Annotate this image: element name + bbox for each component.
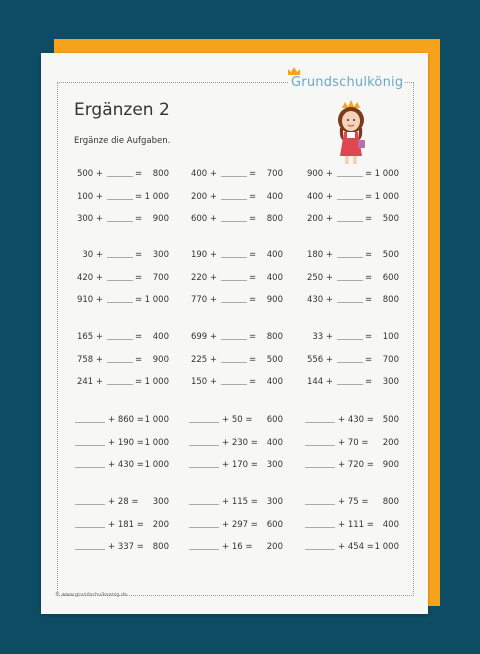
sum-text: 400 (266, 191, 283, 202)
answer-blank[interactable] (337, 295, 363, 303)
equation-row (183, 192, 287, 204)
equals-sign: = (249, 169, 257, 179)
answer-blank[interactable] (75, 520, 105, 528)
addend-text: + 115 = (222, 497, 258, 507)
addend-text: + 430 = (108, 460, 144, 470)
answer-blank[interactable] (337, 192, 363, 200)
equals-sign: = (249, 250, 257, 260)
equation-row (299, 355, 403, 367)
answer-blank[interactable] (221, 169, 247, 177)
sum-text: 500 (382, 214, 399, 224)
equals-sign: = (249, 295, 257, 305)
addend-text: + 50 = (222, 415, 253, 425)
equation-row (69, 497, 173, 509)
sum-text: 300 (152, 497, 169, 507)
equals-sign: = (135, 214, 143, 224)
sum-text: 1 000 (374, 169, 399, 179)
equals-sign: = (135, 295, 143, 305)
equation-row (299, 377, 403, 389)
addend-text: 33 + (312, 332, 333, 342)
equation-row (183, 377, 287, 389)
answer-blank[interactable] (189, 460, 219, 468)
sum-text: 500 (266, 354, 283, 365)
equals-sign: = (365, 377, 373, 387)
sum-text: 700 (266, 169, 283, 179)
addend-text: 200 + (190, 191, 217, 202)
sum-text: 200 (382, 437, 399, 448)
sum-text: 600 (266, 519, 283, 530)
sum-text: 600 (266, 415, 283, 425)
addend-text: 600 + (190, 214, 217, 224)
addend-text: 430 + (306, 295, 333, 305)
equals-sign: = (135, 354, 143, 365)
equation-row (69, 214, 173, 226)
equation-row (69, 520, 173, 532)
instruction-text: Ergänze die Aufgaben. (74, 136, 171, 146)
sum-text: 900 (152, 354, 169, 365)
addend-text: 500 + (76, 169, 103, 179)
answer-blank[interactable] (107, 250, 133, 258)
equation-row (69, 295, 173, 307)
equation-row (69, 169, 173, 181)
equation-row (183, 355, 287, 367)
addend-text: 190 + (190, 250, 217, 260)
equation-row (183, 273, 287, 285)
answer-blank[interactable] (305, 542, 335, 550)
equation-row (69, 332, 173, 344)
addend-text: + 297 = (222, 519, 258, 530)
addend-text: + 75 = (338, 497, 369, 507)
equation-row (183, 520, 287, 532)
answer-blank[interactable] (107, 192, 133, 200)
addend-text: 400 + (306, 191, 333, 202)
answer-blank[interactable] (221, 214, 247, 222)
sum-text: 500 (382, 415, 399, 425)
sum-text: 800 (152, 542, 169, 552)
equation-row (183, 250, 287, 262)
sum-text: 800 (382, 295, 399, 305)
sum-text: 900 (382, 460, 399, 470)
equals-sign: = (135, 250, 143, 260)
equation-row (69, 377, 173, 389)
sum-text: 1 000 (144, 460, 169, 470)
answer-blank[interactable] (189, 520, 219, 528)
addend-text: 300 + (76, 214, 103, 224)
answer-blank[interactable] (305, 415, 335, 423)
addend-text: + 111 = (338, 519, 374, 530)
addend-text: 770 + (190, 295, 217, 305)
princess-illustration (331, 98, 371, 168)
equals-sign: = (135, 191, 143, 202)
equation-row (183, 332, 287, 344)
answer-blank[interactable] (221, 332, 247, 340)
equation-row (69, 542, 173, 554)
answer-blank[interactable] (337, 355, 363, 363)
answer-blank[interactable] (221, 377, 247, 385)
equals-sign: = (135, 169, 143, 179)
answer-blank[interactable] (107, 214, 133, 222)
equation-row (299, 542, 403, 554)
sum-text: 500 (382, 250, 399, 260)
equals-sign: = (365, 169, 373, 179)
equation-row (299, 332, 403, 344)
addend-text: 420 + (76, 272, 103, 283)
sum-text: 900 (266, 295, 283, 305)
sum-text: 1 000 (144, 295, 169, 305)
equation-row (299, 295, 403, 307)
equation-row (183, 169, 287, 181)
equals-sign: = (135, 377, 143, 387)
brand-logo-text: Grundschulkönig (291, 75, 404, 90)
answer-blank[interactable] (189, 415, 219, 423)
answer-blank[interactable] (75, 497, 105, 505)
sum-text: 400 (266, 250, 283, 260)
equals-sign: = (135, 272, 143, 283)
worksheet (41, 53, 428, 614)
equals-sign: = (135, 332, 143, 342)
answer-blank[interactable] (75, 460, 105, 468)
equation-row (299, 273, 403, 285)
equation-row (299, 520, 403, 532)
answer-blank[interactable] (305, 520, 335, 528)
answer-blank[interactable] (107, 295, 133, 303)
answer-blank[interactable] (189, 497, 219, 505)
footer-copyright: © www.grundschulkoenig.de (55, 592, 128, 598)
equation-row (183, 460, 287, 472)
sum-text: 300 (382, 377, 399, 387)
answer-blank[interactable] (337, 332, 363, 340)
addend-text: + 337 = (108, 542, 144, 552)
sum-text: 1 000 (144, 437, 169, 448)
sum-text: 600 (382, 272, 399, 283)
sum-text: 400 (382, 519, 399, 530)
equation-row (69, 415, 173, 427)
equation-row (299, 438, 403, 450)
equation-row (299, 169, 403, 181)
answer-blank[interactable] (305, 438, 335, 446)
sum-text: 300 (152, 250, 169, 260)
addend-text: + 181 = (108, 519, 144, 530)
addend-text: 225 + (190, 354, 217, 365)
sum-text: 200 (266, 542, 283, 552)
equals-sign: = (365, 250, 373, 260)
addend-text: + 454 = (338, 542, 374, 552)
addend-text: 556 + (306, 354, 333, 365)
equals-sign: = (249, 272, 257, 283)
equation-row (299, 192, 403, 204)
equation-row (299, 415, 403, 427)
answer-blank[interactable] (107, 355, 133, 363)
addend-text: 165 + (76, 332, 103, 342)
answer-blank[interactable] (221, 273, 247, 281)
answer-blank[interactable] (221, 250, 247, 258)
addend-text: 241 + (76, 377, 103, 387)
addend-text: 699 + (190, 332, 217, 342)
equation-row (183, 542, 287, 554)
addend-text: 250 + (306, 272, 333, 283)
answer-blank[interactable] (221, 355, 247, 363)
equals-sign: = (249, 332, 257, 342)
equation-row (69, 250, 173, 262)
addend-text: 758 + (76, 354, 103, 365)
equals-sign: = (249, 214, 257, 224)
answer-blank[interactable] (107, 273, 133, 281)
sum-text: 400 (266, 272, 283, 283)
sum-text: 1 000 (144, 377, 169, 387)
answer-blank[interactable] (337, 169, 363, 177)
equals-sign: = (365, 214, 373, 224)
equation-row (183, 415, 287, 427)
addend-text: + 70 = (338, 437, 369, 448)
addend-text: + 16 = (222, 542, 253, 552)
page-title: Ergänzen 2 (74, 100, 170, 120)
sum-text: 300 (266, 497, 283, 507)
addend-text: + 190 = (108, 437, 144, 448)
equation-row (69, 273, 173, 285)
equation-row (183, 497, 287, 509)
addend-text: 220 + (190, 272, 217, 283)
sum-text: 700 (152, 272, 169, 283)
sum-text: 800 (382, 497, 399, 507)
addend-text: 400 + (190, 169, 217, 179)
answer-blank[interactable] (337, 273, 363, 281)
addend-text: 900 + (306, 169, 333, 179)
addend-text: 30 + (82, 250, 103, 260)
sum-text: 400 (266, 437, 283, 448)
equation-row (69, 192, 173, 204)
equation-row (299, 497, 403, 509)
equals-sign: = (365, 191, 373, 202)
sum-text: 400 (266, 377, 283, 387)
equation-row (299, 250, 403, 262)
sum-text: 1 000 (144, 191, 169, 202)
addend-text: 200 + (306, 214, 333, 224)
answer-blank[interactable] (189, 542, 219, 550)
answer-blank[interactable] (221, 295, 247, 303)
sum-text: 700 (382, 354, 399, 365)
equation-row (299, 214, 403, 226)
sum-text: 1 000 (144, 415, 169, 425)
answer-blank[interactable] (337, 214, 363, 222)
addend-text: 150 + (190, 377, 217, 387)
sum-text: 900 (152, 214, 169, 224)
sum-text: 800 (266, 214, 283, 224)
equation-row (299, 460, 403, 472)
answer-blank[interactable] (75, 438, 105, 446)
sum-text: 1 000 (374, 191, 399, 202)
answer-blank[interactable] (107, 377, 133, 385)
answer-blank[interactable] (75, 542, 105, 550)
equals-sign: = (249, 354, 257, 365)
addend-text: + 860 = (108, 415, 144, 425)
equals-sign: = (249, 191, 257, 202)
sum-text: 100 (382, 332, 399, 342)
equals-sign: = (365, 272, 373, 283)
equals-sign: = (365, 354, 373, 365)
addend-text: 910 + (76, 295, 103, 305)
answer-blank[interactable] (107, 332, 133, 340)
equation-row (69, 460, 173, 472)
addend-text: 144 + (306, 377, 333, 387)
addend-text: + 230 = (222, 437, 258, 448)
sum-text: 800 (152, 169, 169, 179)
equation-row (69, 355, 173, 367)
answer-blank[interactable] (189, 438, 219, 446)
answer-blank[interactable] (221, 192, 247, 200)
sum-text: 800 (266, 332, 283, 342)
addend-text: + 430 = (338, 415, 374, 425)
answer-blank[interactable] (337, 250, 363, 258)
equation-row (183, 295, 287, 307)
equals-sign: = (365, 332, 373, 342)
equation-row (183, 214, 287, 226)
addend-text: 100 + (76, 191, 103, 202)
addend-text: 180 + (306, 250, 333, 260)
answer-blank[interactable] (107, 169, 133, 177)
addend-text: + 720 = (338, 460, 374, 470)
sum-text: 300 (266, 460, 283, 470)
sum-text: 200 (152, 519, 169, 530)
equals-sign: = (365, 295, 373, 305)
equation-row (183, 438, 287, 450)
sum-text: 400 (152, 332, 169, 342)
answer-blank[interactable] (305, 460, 335, 468)
answer-blank[interactable] (337, 377, 363, 385)
sum-text: 1 000 (374, 542, 399, 552)
answer-blank[interactable] (305, 497, 335, 505)
addend-text: + 170 = (222, 460, 258, 470)
equals-sign: = (249, 377, 257, 387)
addend-text: + 28 = (108, 497, 139, 507)
equation-row (69, 438, 173, 450)
answer-blank[interactable] (75, 415, 105, 423)
